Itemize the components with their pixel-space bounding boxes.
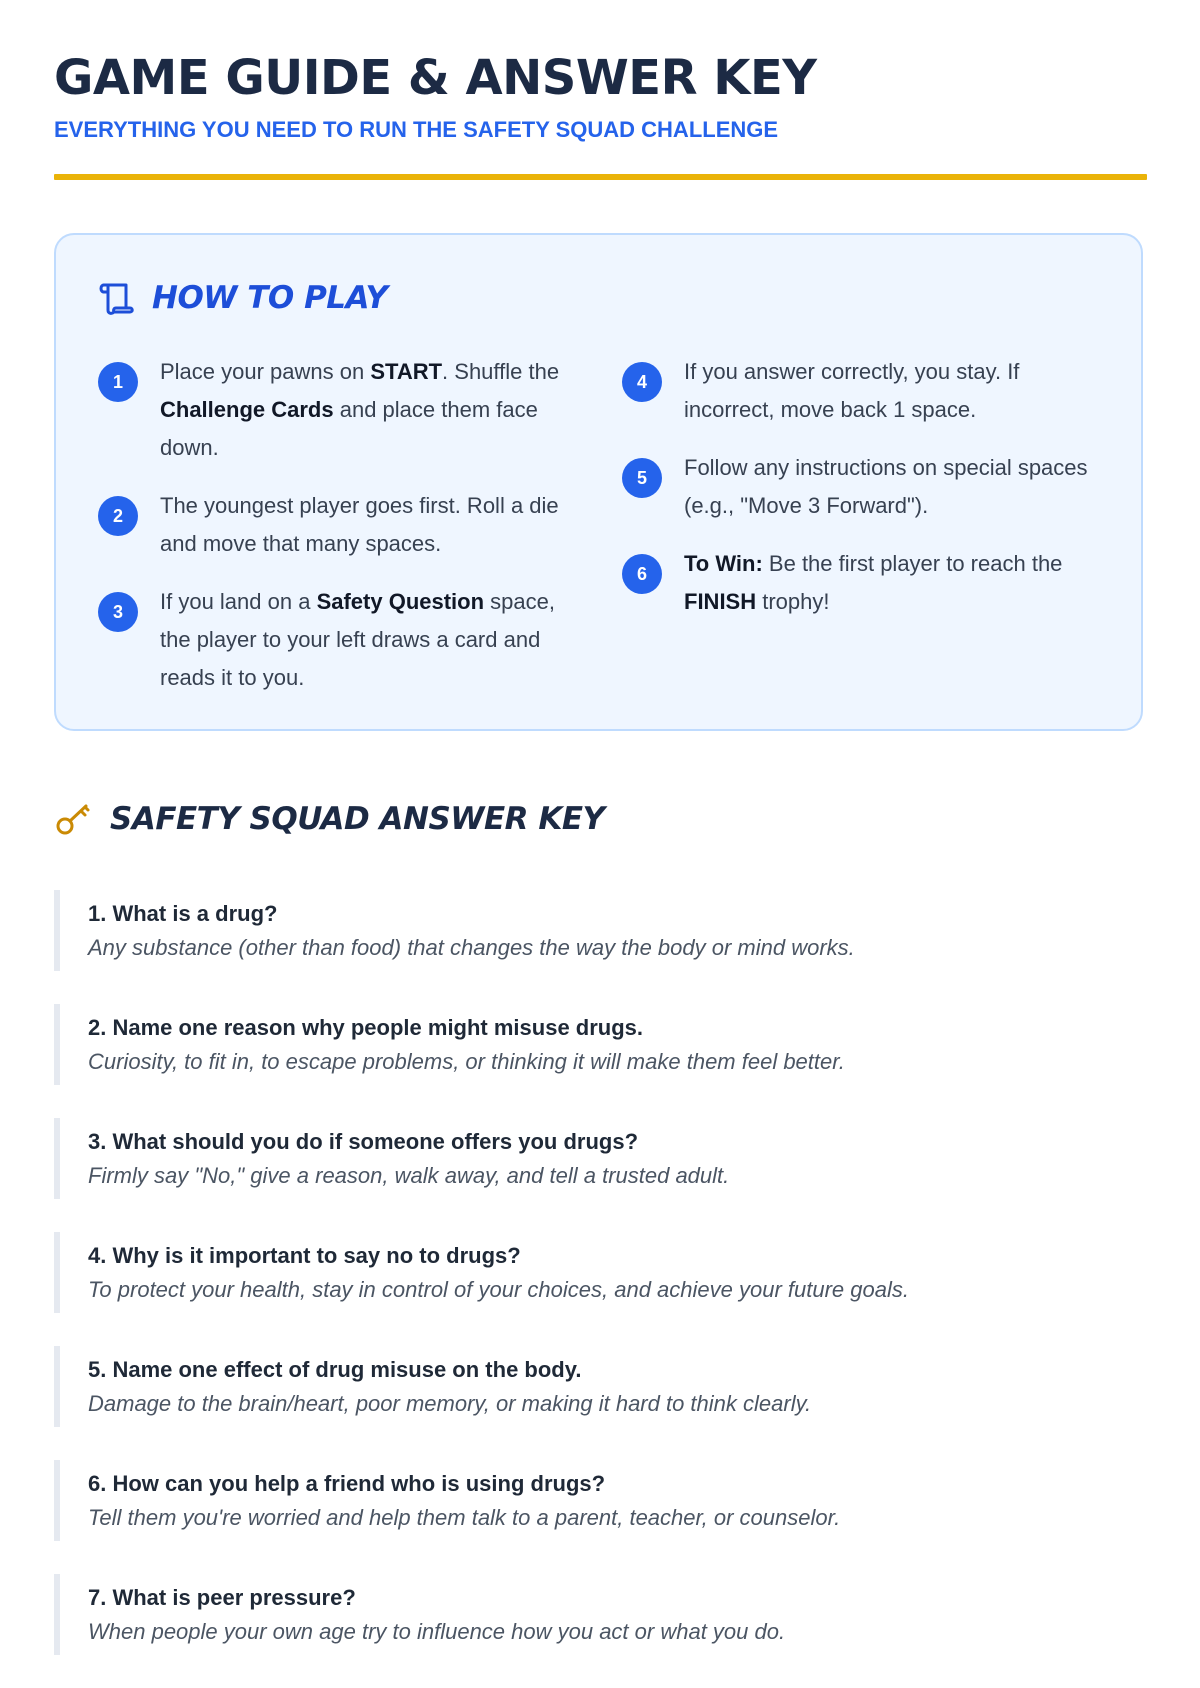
step-number-badge: 3 [98,592,138,632]
step-number-badge: 5 [622,458,662,498]
answer-key-header [54,800,604,838]
step-text [160,353,578,467]
step-text [160,487,578,563]
step-number-badge: 1 [98,362,138,402]
step-text-part: and place them face down. [160,397,538,460]
step-text [684,545,1102,621]
step-text-part: The youngest player goes first. Roll a die and move that many spaces. [160,493,559,556]
answer-key-item [54,1232,1147,1313]
answer-key-item [54,1460,1147,1541]
scroll-icon [98,279,136,317]
step-text [684,449,1102,525]
answer-text: Damage to the brain/heart, poor memory, or making it hard to think clearly. [88,1391,812,1416]
step-text-bold: Challenge Cards [160,397,334,422]
step-text-part: If you answer correctly, you stay. If incorrect, move back 1 space. [684,359,1020,422]
step-text [684,353,1102,429]
step-item [98,487,578,563]
answer-text: Any substance (other than food) that changes the way the body or mind works. [88,935,855,960]
answer-key-item [54,1118,1147,1199]
step-item [98,583,578,697]
how-to-play-card [54,233,1143,731]
question-text: 2. Name one reason why people might misuse drugs. [88,1015,644,1040]
answer-key-list [54,890,1147,1688]
question-text: 4. Why is it important to say no to drugs? [88,1243,521,1268]
step-text [160,583,578,697]
step-text-bold: Safety Question [316,589,485,614]
step-text-bold: FINISH [684,589,757,614]
question-text: 3. What should you do if someone offers you drugs? [88,1129,639,1154]
answer-text: Firmly say "No," give a reason, walk away, and tell a trusted adult. [88,1163,730,1188]
step-number-badge: 2 [98,496,138,536]
answer-text: When people your own age try to influence how you act or what you do. [88,1619,786,1644]
answer-text: Curiosity, to fit in, to escape problems, or thinking it will make them feel better. [88,1049,845,1074]
step-text-bold: START [370,359,443,384]
step-item [622,449,1102,525]
question-text: 6. How can you help a friend who is using drugs? [88,1471,606,1496]
page-subtitle: EVERYTHING YOU NEED TO RUN THE SAFETY SQUAD CHALLENGE [54,117,779,142]
step-item [98,353,578,467]
answer-text: To protect your health, stay in control of your choices, and achieve your future goals. [88,1277,909,1302]
answer-key-item [54,1346,1147,1427]
step-number-badge: 4 [622,362,662,402]
how-to-play-header [98,279,387,317]
answer-text: Tell them you're worried and help them talk to a parent, teacher, or counselor. [88,1505,841,1530]
answer-key-title: SAFETY SQUAD ANSWER KEY [110,801,605,837]
step-text-part: trophy! [756,589,830,614]
question-text: 1. What is a drug? [88,901,278,926]
question-text: 7. What is peer pressure? [88,1585,356,1610]
step-text-part: If you land on a [160,589,317,614]
step-text-part: Place your pawns on [160,359,371,384]
title-divider [54,174,1147,180]
how-to-play-title: HOW TO PLAY [152,280,388,316]
step-text-bold: To Win: [684,551,763,576]
answer-key-item [54,1574,1147,1655]
step-number-badge: 6 [622,554,662,594]
key-icon [54,800,92,838]
step-text-part: Be the first player to reach the [762,551,1063,576]
step-text-part: space, the player to your left draws a card and reads it to you. [160,589,555,690]
step-text-part: Follow any instructions on special spaces (e.g., "Move 3 Forward"). [684,455,1088,518]
step-text-part: . Shuffle the [442,359,560,384]
answer-key-item [54,1004,1147,1085]
question-text: 5. Name one effect of drug misuse on the body. [88,1357,582,1382]
page-title: GAME GUIDE & ANSWER KEY [54,50,817,106]
step-item [622,545,1102,621]
steps-column-left [98,353,578,717]
answer-key-item [54,890,1147,971]
steps-column-right [622,353,1102,641]
step-item [622,353,1102,429]
